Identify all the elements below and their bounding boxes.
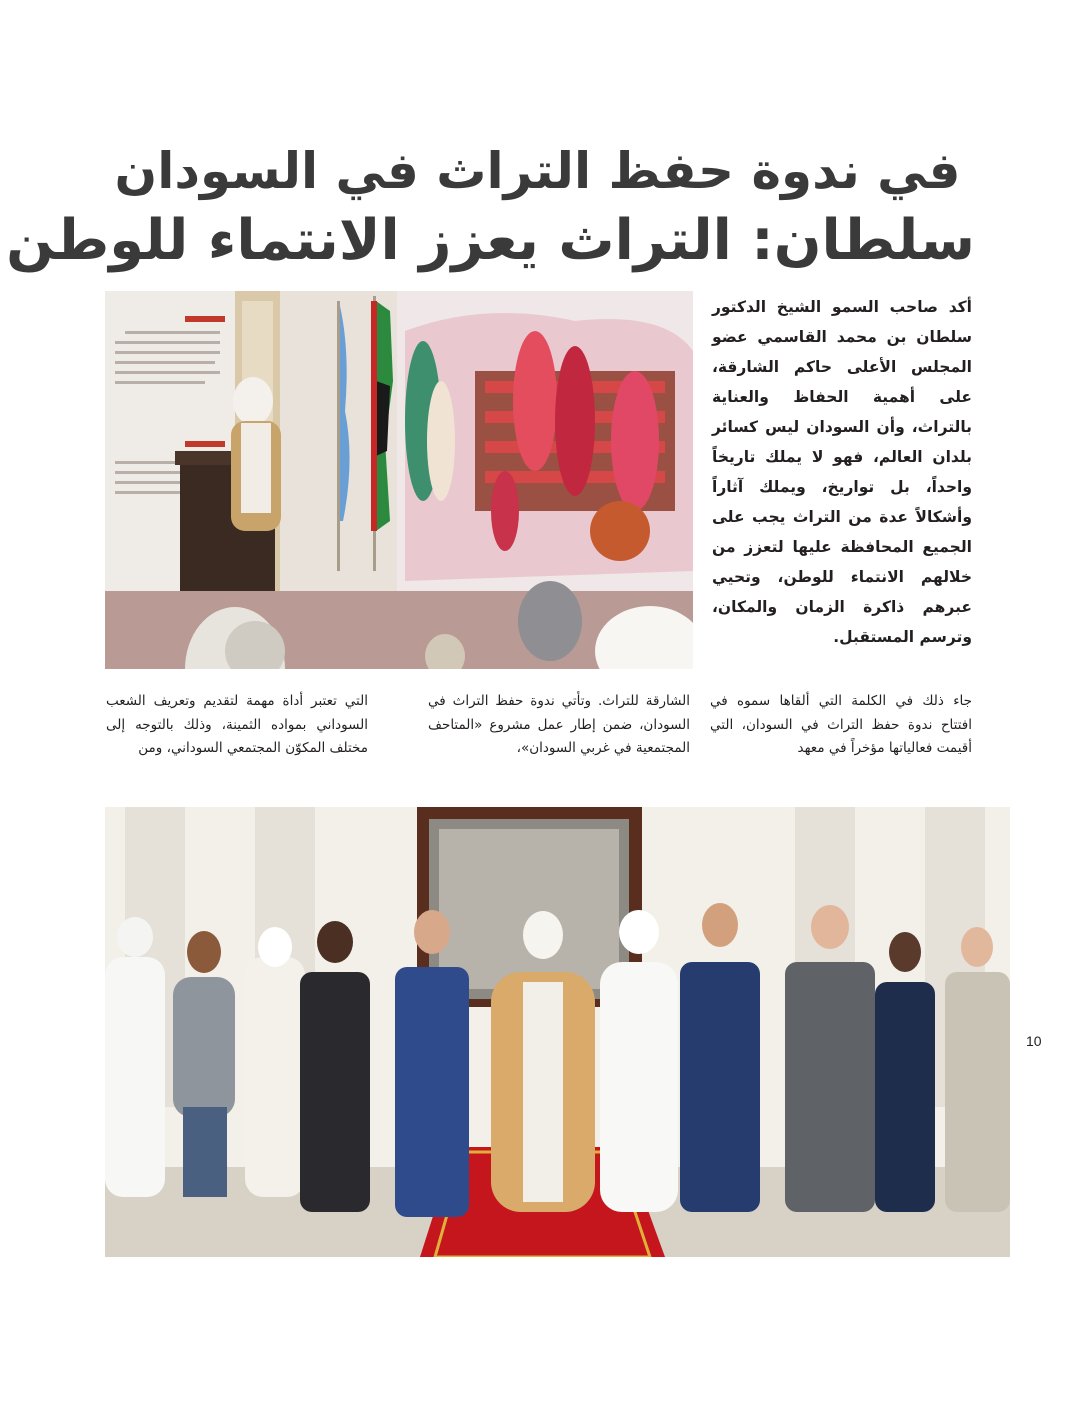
body-column-3: التي تعتبر أداة مهمة لتقديم وتعريف الشعب السوداني بمواده الثمينة، وذلك بالتوجه إلى مختلف المكوّن المجتمعي السوداني، ومن xyxy=(106,693,368,756)
lead-paragraph: أكد صاحب السمو الشيخ الدكتور سلطان بن محمد القاسمي عضو المجلس الأعلى حاكم الشارقة، على أهمية الحفاظ والعناية بالتراث، وأن السودان ليس كسائر بلدان العالم، فهو لا يملك تاريخاً واحداً، بل تواريخ، ويملك آثاراً وأشكالاً عدة من التراث يجب على الجميع المحافظة عليها لتعزز من خلالهم الانتماء للوطن، وتحيي عبرهم ذاكرة الزمان والمكان، وترسم المستقبل. xyxy=(712,298,972,646)
headline-line-1: في ندوة حفظ التراث في السودان xyxy=(114,142,961,200)
headline-line-2: سلطان: التراث يعزز الانتماء للوطن xyxy=(6,208,975,273)
body-column-1: جاء ذلك في الكلمة التي ألقاها سموه في افتتاح ندوة حفظ التراث في السودان، التي أقيمت فعالياتها مؤخراً في معهد xyxy=(710,693,972,756)
group-photo xyxy=(105,807,1010,1257)
page-number: 10 xyxy=(1026,1033,1042,1049)
body-column-2: الشارقة للتراث. وتأتي ندوة حفظ التراث في السودان، ضمن إطار عمل مشروع «المتاحف المجتمعية في غربي السودان»، xyxy=(428,693,690,756)
speech-photo xyxy=(105,291,693,669)
